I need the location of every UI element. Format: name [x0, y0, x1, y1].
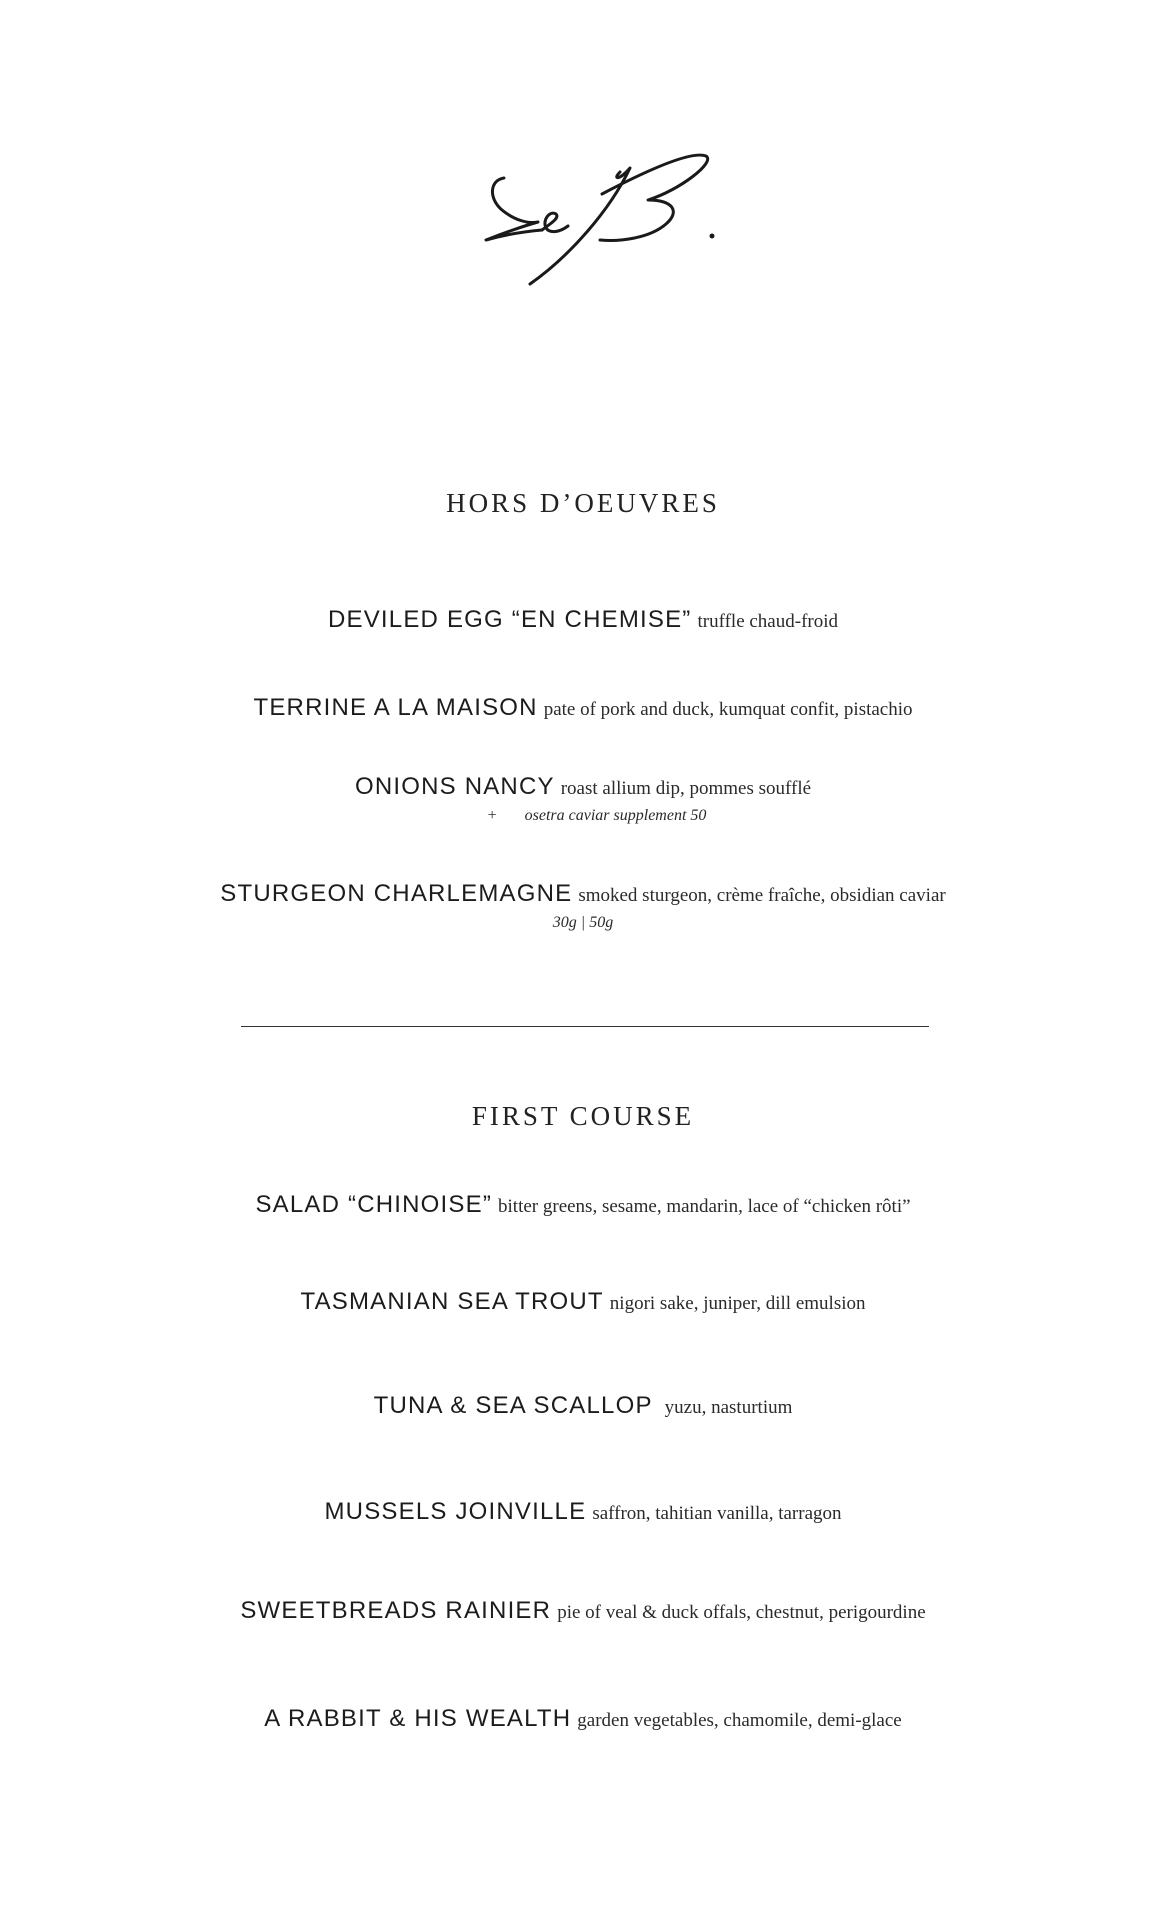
item-name: A RABBIT & HIS WEALTH	[264, 1705, 572, 1732]
item-name: ONIONS NANCY	[354, 773, 555, 800]
item-name: SWEETBREADS RAINIER	[240, 1597, 552, 1624]
menu-item-onions-nancy	[0, 773, 1166, 801]
menu-item-salad-chinoise	[0, 1191, 1166, 1219]
item-name: MUSSELS JOINVILLE	[324, 1498, 587, 1525]
menu-item-tuna-scallop	[0, 1392, 1166, 1420]
menu-item-deviled-egg	[0, 606, 1166, 634]
item-name: TASMANIAN SEA TROUT	[300, 1288, 604, 1315]
item-description: bitter greens, sesame, mandarin, lace of “chicken rôti”	[498, 1196, 911, 1217]
item-name: TERRINE A LA MAISON	[253, 694, 538, 721]
supplement-text: osetra caviar supplement 50	[524, 807, 707, 824]
item-description: pate of pork and duck, kumquat confit, pistachio	[543, 699, 913, 720]
item-description: truffle chaud-froid	[697, 611, 839, 632]
item-name: SALAD “CHINOISE”	[255, 1191, 493, 1218]
item-description: roast allium dip, pommes soufflé	[560, 778, 812, 799]
size-options: 30g | 50g	[552, 914, 614, 931]
item-description: garden vegetables, chamomile, demi-glace	[577, 1710, 902, 1731]
supplement-note	[0, 807, 1166, 825]
item-description: smoked sturgeon, crème fraîche, obsidian caviar	[578, 885, 946, 906]
signature-logo	[480, 150, 720, 300]
plus-mark: +	[487, 807, 497, 824]
section-divider	[241, 1026, 929, 1027]
menu-item-sweetbreads	[0, 1597, 1166, 1625]
section-title-hors-doeuvres: HORS D’OEUVRES	[446, 488, 720, 518]
menu-item-sturgeon	[0, 880, 1166, 908]
item-name: TUNA & SEA SCALLOP	[373, 1392, 653, 1419]
item-description: pie of veal & duck offals, chestnut, perigourdine	[557, 1602, 926, 1623]
item-name: DEVILED EGG “EN CHEMISE”	[327, 606, 692, 633]
item-description: nigori sake, juniper, dill emulsion	[609, 1293, 866, 1314]
item-name: STURGEON CHARLEMAGNE	[220, 880, 573, 907]
menu-item-mussels	[0, 1498, 1166, 1526]
item-description: yuzu, nasturtium	[664, 1397, 793, 1418]
menu-item-terrine	[0, 694, 1166, 722]
menu-item-rabbit	[0, 1705, 1166, 1733]
menu-item-sea-trout	[0, 1288, 1166, 1316]
section-title-first-course: FIRST COURSE	[471, 1101, 695, 1131]
item-description: saffron, tahitian vanilla, tarragon	[592, 1503, 842, 1524]
